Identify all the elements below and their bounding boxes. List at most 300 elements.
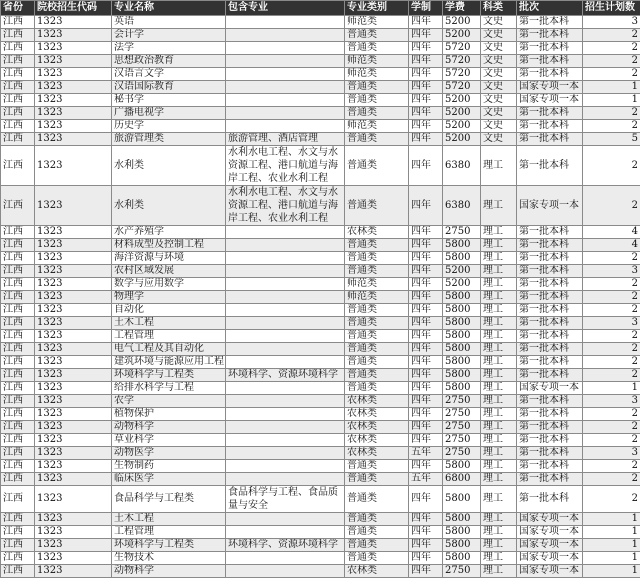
table-cell: 第一批本科 — [517, 16, 583, 29]
column-header: 批次 — [517, 1, 583, 16]
table-cell: 师范类 — [345, 120, 409, 133]
table-row — [1, 304, 640, 317]
table-cell: 海洋资源与环境 — [112, 252, 226, 265]
table-cell: 第一批本科 — [517, 304, 583, 317]
column-header: 学制 — [409, 1, 443, 16]
table-cell: 3 — [583, 447, 640, 460]
table-cell: 江西 — [1, 120, 35, 133]
table-cell: 普通类 — [345, 486, 409, 513]
table-cell: 5800 — [443, 539, 481, 552]
table-cell — [226, 460, 345, 473]
table-cell: 四年 — [409, 265, 443, 278]
table-row — [1, 265, 640, 278]
table-cell: 2 — [583, 304, 640, 317]
table-cell: 普通类 — [345, 330, 409, 343]
table-cell: 理工 — [481, 447, 517, 460]
table-cell — [226, 239, 345, 252]
table-cell: 水产养殖学 — [112, 226, 226, 239]
table-cell: 江西 — [1, 552, 35, 565]
table-cell: 5800 — [443, 343, 481, 356]
table-cell: 1323 — [35, 539, 112, 552]
table-cell: 四年 — [409, 107, 443, 120]
table-row — [1, 186, 640, 226]
table-cell: 江西 — [1, 29, 35, 42]
table-cell: 普通类 — [345, 460, 409, 473]
table-cell: 师范类 — [345, 55, 409, 68]
table-row — [1, 278, 640, 291]
table-cell: 文史 — [481, 81, 517, 94]
table-cell: 江西 — [1, 382, 35, 395]
table-cell: 1323 — [35, 16, 112, 29]
table-cell: 1323 — [35, 526, 112, 539]
table-cell: 2 — [583, 278, 640, 291]
table-cell: 1323 — [35, 291, 112, 304]
table-cell: 农林类 — [345, 408, 409, 421]
table-cell — [226, 278, 345, 291]
table-cell — [226, 565, 345, 578]
table-cell: 1323 — [35, 304, 112, 317]
table-cell: 6380 — [443, 146, 481, 186]
table-cell: 材料成型及控制工程 — [112, 239, 226, 252]
table-cell: 动物科学 — [112, 565, 226, 578]
table-cell: 1323 — [35, 369, 112, 382]
table-cell: 土木工程 — [112, 513, 226, 526]
table-cell: 理工 — [481, 460, 517, 473]
table-cell: 四年 — [409, 356, 443, 369]
table-cell: 理工 — [481, 408, 517, 421]
table-cell: 第一批本科 — [517, 226, 583, 239]
table-cell: 1 — [583, 565, 640, 578]
table-row — [1, 408, 640, 421]
table-cell: 文史 — [481, 68, 517, 81]
table-cell: 理工 — [481, 356, 517, 369]
table-cell: 普通类 — [345, 304, 409, 317]
table-cell: 1 — [583, 382, 640, 395]
table-cell: 文史 — [481, 29, 517, 42]
table-cell: 2 — [583, 356, 640, 369]
table-row — [1, 120, 640, 133]
table-cell: 第一批本科 — [517, 252, 583, 265]
table-cell: 江西 — [1, 460, 35, 473]
table-row — [1, 107, 640, 120]
table-cell: 第一批本科 — [517, 369, 583, 382]
table-cell — [226, 421, 345, 434]
table-cell: 1323 — [35, 55, 112, 68]
table-cell: 3 — [583, 16, 640, 29]
table-cell: 理工 — [481, 539, 517, 552]
table-cell: 3 — [583, 317, 640, 330]
table-cell: 普通类 — [345, 29, 409, 42]
table-cell: 四年 — [409, 291, 443, 304]
table-cell: 文史 — [481, 120, 517, 133]
table-cell — [226, 526, 345, 539]
table-cell: 普通类 — [345, 382, 409, 395]
table-cell: 第一批本科 — [517, 330, 583, 343]
table-row — [1, 460, 640, 473]
table-cell: 5800 — [443, 526, 481, 539]
table-row — [1, 395, 640, 408]
table-cell: 四年 — [409, 369, 443, 382]
table-cell — [226, 317, 345, 330]
table-cell: 环境科学与工程类 — [112, 369, 226, 382]
table-cell: 1323 — [35, 146, 112, 186]
table-cell: 2 — [583, 291, 640, 304]
table-cell: 第一批本科 — [517, 133, 583, 146]
table-cell: 第一批本科 — [517, 29, 583, 42]
table-cell: 四年 — [409, 565, 443, 578]
table-cell: 四年 — [409, 552, 443, 565]
table-cell: 四年 — [409, 526, 443, 539]
table-cell: 第一批本科 — [517, 447, 583, 460]
table-row — [1, 55, 640, 68]
table-cell: 文史 — [481, 133, 517, 146]
table-cell: 农林类 — [345, 447, 409, 460]
table-cell: 1323 — [35, 68, 112, 81]
table-cell: 四年 — [409, 239, 443, 252]
table-cell: 江西 — [1, 330, 35, 343]
table-cell: 普通类 — [345, 369, 409, 382]
table-cell: 食品科学与工程、食品质量与安全 — [226, 486, 345, 513]
table-cell: 江西 — [1, 16, 35, 29]
table-cell — [226, 55, 345, 68]
table-cell: 5800 — [443, 513, 481, 526]
table-cell: 江西 — [1, 304, 35, 317]
table-cell: 四年 — [409, 539, 443, 552]
table-cell: 5720 — [443, 68, 481, 81]
table-cell: 国家专项一本 — [517, 186, 583, 226]
table-cell: 第一批本科 — [517, 434, 583, 447]
table-row — [1, 539, 640, 552]
table-cell: 理工 — [481, 226, 517, 239]
table-cell: 国家专项一本 — [517, 94, 583, 107]
table-cell: 四年 — [409, 29, 443, 42]
table-cell: 1323 — [35, 81, 112, 94]
table-cell: 四年 — [409, 434, 443, 447]
table-cell: 工程管理 — [112, 330, 226, 343]
table-cell: 食品科学与工程类 — [112, 486, 226, 513]
column-header: 专业名称 — [112, 1, 226, 16]
table-cell: 旅游管理、酒店管理 — [226, 133, 345, 146]
table-cell: 生物技术 — [112, 552, 226, 565]
table-cell: 5200 — [443, 29, 481, 42]
table-cell: 土木工程 — [112, 317, 226, 330]
table-cell: 5800 — [443, 382, 481, 395]
table-cell — [226, 291, 345, 304]
table-cell: 江西 — [1, 265, 35, 278]
table-cell — [226, 120, 345, 133]
table-cell: 五年 — [409, 447, 443, 460]
table-cell: 普通类 — [345, 356, 409, 369]
table-cell: 思想政治教育 — [112, 55, 226, 68]
table-row — [1, 16, 640, 29]
table-cell: 1323 — [35, 473, 112, 486]
table-cell: 第一批本科 — [517, 408, 583, 421]
table-cell — [226, 42, 345, 55]
table-cell: 1323 — [35, 421, 112, 434]
table-cell: 理工 — [481, 278, 517, 291]
table-cell — [226, 16, 345, 29]
table-cell: 四年 — [409, 382, 443, 395]
table-cell: 农林类 — [345, 421, 409, 434]
table-cell: 理工 — [481, 486, 517, 513]
table-cell: 第一批本科 — [517, 146, 583, 186]
table-cell: 普通类 — [345, 552, 409, 565]
table-cell: 第一批本科 — [517, 343, 583, 356]
table-cell: 理工 — [481, 565, 517, 578]
column-header: 招生计划数 — [583, 1, 640, 16]
table-cell: 第一批本科 — [517, 68, 583, 81]
table-cell: 江西 — [1, 252, 35, 265]
table-cell: 普通类 — [345, 343, 409, 356]
table-cell: 农林类 — [345, 395, 409, 408]
table-cell: 1323 — [35, 460, 112, 473]
table-cell: 第一批本科 — [517, 460, 583, 473]
table-cell: 3 — [583, 395, 640, 408]
table-cell: 师范类 — [345, 278, 409, 291]
table-cell: 5200 — [443, 16, 481, 29]
table-cell — [226, 552, 345, 565]
table-cell: 1 — [583, 539, 640, 552]
table-cell: 江西 — [1, 395, 35, 408]
table-cell: 1323 — [35, 265, 112, 278]
table-cell: 2 — [583, 421, 640, 434]
table-cell — [226, 252, 345, 265]
table-cell: 江西 — [1, 55, 35, 68]
table-cell: 第一批本科 — [517, 317, 583, 330]
table-cell: 1323 — [35, 239, 112, 252]
table-cell: 文史 — [481, 42, 517, 55]
table-cell: 5800 — [443, 369, 481, 382]
table-cell — [226, 68, 345, 81]
table-cell: 理工 — [481, 343, 517, 356]
table-cell: 理工 — [481, 369, 517, 382]
table-cell: 理工 — [481, 330, 517, 343]
table-cell: 普通类 — [345, 539, 409, 552]
table-cell: 1 — [583, 81, 640, 94]
table-cell: 2 — [583, 252, 640, 265]
table-row — [1, 133, 640, 146]
table-cell: 旅游管理类 — [112, 133, 226, 146]
table-row — [1, 552, 640, 565]
table-cell: 江西 — [1, 408, 35, 421]
table-row — [1, 226, 640, 239]
table-cell: 江西 — [1, 278, 35, 291]
column-header: 学费 — [443, 1, 481, 16]
table-cell: 江西 — [1, 133, 35, 146]
table-cell: 1323 — [35, 356, 112, 369]
table-row — [1, 317, 640, 330]
table-cell — [226, 513, 345, 526]
table-cell: 农林类 — [345, 226, 409, 239]
table-cell: 生物制药 — [112, 460, 226, 473]
table-cell — [226, 107, 345, 120]
table-cell: 草业科学 — [112, 434, 226, 447]
table-cell: 1323 — [35, 343, 112, 356]
table-cell: 四年 — [409, 408, 443, 421]
table-cell: 四年 — [409, 133, 443, 146]
table-cell: 江西 — [1, 42, 35, 55]
table-cell: 文史 — [481, 16, 517, 29]
table-cell: 普通类 — [345, 186, 409, 226]
table-cell: 农村区域发展 — [112, 265, 226, 278]
table-cell: 四年 — [409, 16, 443, 29]
table-cell: 1 — [583, 526, 640, 539]
table-cell: 普通类 — [345, 42, 409, 55]
table-cell: 江西 — [1, 473, 35, 486]
table-cell — [226, 94, 345, 107]
table-cell: 文史 — [481, 107, 517, 120]
table-cell: 师范类 — [345, 291, 409, 304]
table-cell: 2 — [583, 473, 640, 486]
table-row — [1, 29, 640, 42]
table-cell: 四年 — [409, 460, 443, 473]
table-cell: 1323 — [35, 317, 112, 330]
table-cell — [226, 356, 345, 369]
table-cell: 1323 — [35, 382, 112, 395]
table-cell: 2 — [583, 55, 640, 68]
table-cell: 临床医学 — [112, 473, 226, 486]
table-cell: 1323 — [35, 120, 112, 133]
table-cell: 5800 — [443, 330, 481, 343]
table-cell: 水利水电工程、水文与水资源工程、港口航道与海岸工程、农业水利工程 — [226, 186, 345, 226]
table-cell: 普通类 — [345, 146, 409, 186]
table-cell: 四年 — [409, 395, 443, 408]
table-cell: 四年 — [409, 81, 443, 94]
table-cell: 第一批本科 — [517, 395, 583, 408]
table-cell: 5200 — [443, 265, 481, 278]
table-row — [1, 94, 640, 107]
table-cell: 动物医学 — [112, 447, 226, 460]
table-cell: 第一批本科 — [517, 265, 583, 278]
table-cell: 1323 — [35, 42, 112, 55]
table-cell: 普通类 — [345, 513, 409, 526]
table-cell: 1 — [583, 552, 640, 565]
table-cell: 江西 — [1, 539, 35, 552]
table-cell: 文史 — [481, 55, 517, 68]
table-cell: 1323 — [35, 107, 112, 120]
table-cell: 江西 — [1, 513, 35, 526]
table-row — [1, 343, 640, 356]
table-cell: 5 — [583, 133, 640, 146]
table-cell: 第一批本科 — [517, 107, 583, 120]
table-cell: 1323 — [35, 513, 112, 526]
table-cell: 5800 — [443, 356, 481, 369]
table-cell: 国家专项一本 — [517, 526, 583, 539]
table-cell: 江西 — [1, 94, 35, 107]
table-cell: 理工 — [481, 304, 517, 317]
table-cell: 江西 — [1, 186, 35, 226]
table-row — [1, 239, 640, 252]
table-cell: 江西 — [1, 369, 35, 382]
table-cell: 江西 — [1, 291, 35, 304]
table-cell: 国家专项一本 — [517, 382, 583, 395]
table-row — [1, 42, 640, 55]
table-cell: 环境科学、资源环境科学 — [226, 539, 345, 552]
table-cell: 1323 — [35, 395, 112, 408]
table-cell: 第一批本科 — [517, 291, 583, 304]
table-cell: 第一批本科 — [517, 278, 583, 291]
table-cell: 3 — [583, 265, 640, 278]
table-cell: 6380 — [443, 186, 481, 226]
table-cell: 理工 — [481, 395, 517, 408]
table-cell: 理工 — [481, 382, 517, 395]
table-cell: 历史学 — [112, 120, 226, 133]
table-cell: 法学 — [112, 42, 226, 55]
table-cell: 理工 — [481, 317, 517, 330]
table-cell: 2 — [583, 330, 640, 343]
table-cell: 理工 — [481, 239, 517, 252]
table-cell: 四年 — [409, 421, 443, 434]
table-cell: 四年 — [409, 94, 443, 107]
table-cell: 四年 — [409, 226, 443, 239]
table-cell: 江西 — [1, 447, 35, 460]
table-cell: 广播电视学 — [112, 107, 226, 120]
table-row — [1, 252, 640, 265]
table-cell: 江西 — [1, 107, 35, 120]
column-header: 专业类别 — [345, 1, 409, 16]
table-cell: 2 — [583, 486, 640, 513]
table-cell: 5720 — [443, 42, 481, 55]
table-cell: 5720 — [443, 81, 481, 94]
table-cell: 数学与应用数学 — [112, 278, 226, 291]
table-cell: 江西 — [1, 565, 35, 578]
table-cell: 2750 — [443, 421, 481, 434]
table-cell: 国家专项一本 — [517, 81, 583, 94]
table-cell: 师范类 — [345, 16, 409, 29]
table-cell: 5800 — [443, 304, 481, 317]
table-cell — [226, 330, 345, 343]
header-row — [1, 1, 640, 16]
table-cell: 5200 — [443, 94, 481, 107]
table-cell: 4 — [583, 239, 640, 252]
table-cell: 江西 — [1, 317, 35, 330]
table-cell: 理工 — [481, 252, 517, 265]
table-cell: 1323 — [35, 94, 112, 107]
table-cell: 1323 — [35, 434, 112, 447]
table-cell: 江西 — [1, 81, 35, 94]
table-cell: 5720 — [443, 55, 481, 68]
table-cell: 理工 — [481, 552, 517, 565]
table-cell: 国家专项一本 — [517, 513, 583, 526]
table-row — [1, 369, 640, 382]
table-cell: 普通类 — [345, 107, 409, 120]
table-cell: 农学 — [112, 395, 226, 408]
table-cell: 文史 — [481, 94, 517, 107]
table-cell: 2 — [583, 42, 640, 55]
table-cell: 四年 — [409, 513, 443, 526]
table-cell: 5800 — [443, 252, 481, 265]
table-cell: 5800 — [443, 317, 481, 330]
table-cell — [226, 81, 345, 94]
table-cell: 国家专项一本 — [517, 552, 583, 565]
table-cell: 普通类 — [345, 239, 409, 252]
column-header: 省份 — [1, 1, 35, 16]
table-cell: 四年 — [409, 42, 443, 55]
table-cell: 1323 — [35, 29, 112, 42]
table-cell — [226, 29, 345, 42]
table-cell: 普通类 — [345, 81, 409, 94]
table-cell: 普通类 — [345, 526, 409, 539]
table-cell: 四年 — [409, 252, 443, 265]
table-cell: 四年 — [409, 278, 443, 291]
table-row — [1, 486, 640, 513]
table-cell — [226, 395, 345, 408]
table-cell: 5800 — [443, 552, 481, 565]
table-cell: 理工 — [481, 146, 517, 186]
table-cell: 普通类 — [345, 252, 409, 265]
table-cell: 理工 — [481, 291, 517, 304]
table-cell: 1323 — [35, 486, 112, 513]
